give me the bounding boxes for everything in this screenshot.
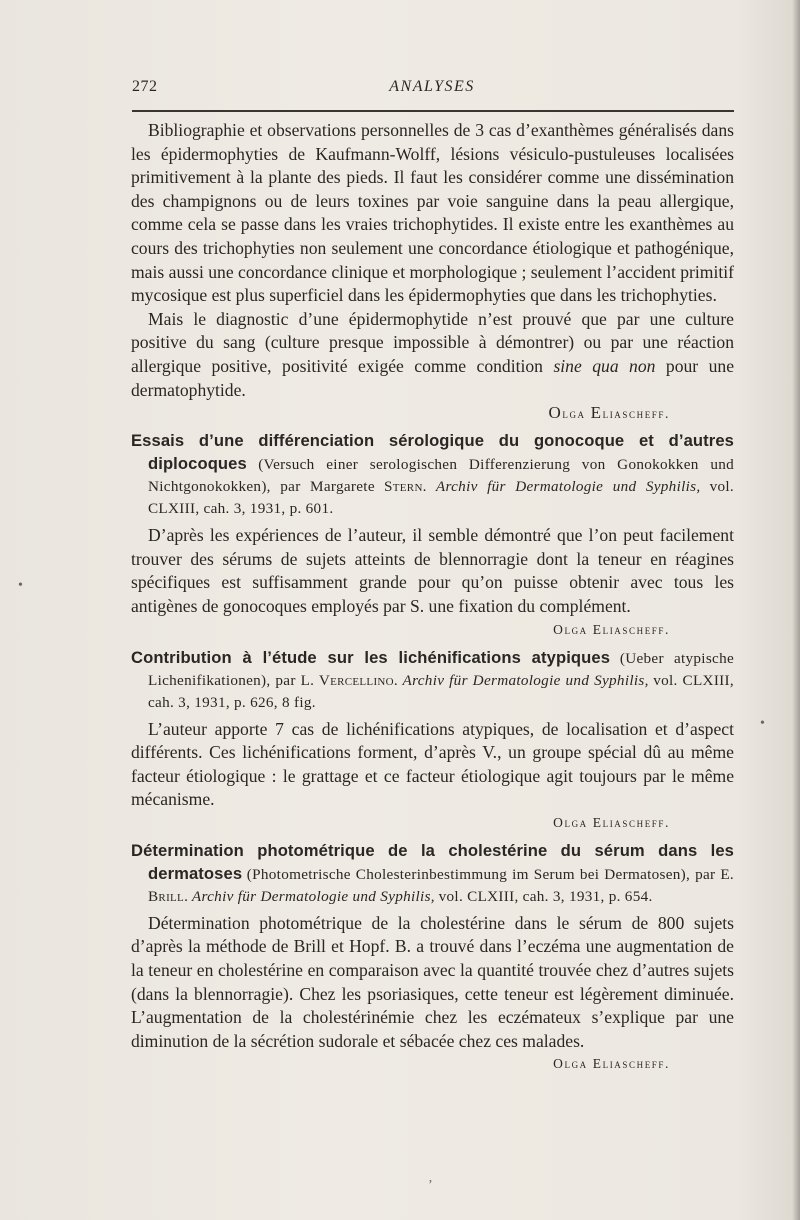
intro-paragraph-2-end: pour une dermatophytide. <box>131 355 735 400</box>
intro-paragraph-1: Bibliographie et observations personnelles de 3 cas d’exanthèmes généralisés dans les épidermophyties de Kaufmann-Wolff, lésions vésiculo-pustuleuses localisées primitivement à la plante des pieds. Il faut les considérer comme une dissémination des champignons ou de leurs toxines par voie sanguine dans la peau allergique, comme cela se passe dans les vraies trichophytides. Il existe entre les exanthèmes au cours des trichophyties non seulement une concordance étiologique et pathogénique, mais aussi une concordance clinique et morphologique ; seulement l’accident primitif mycosique est plus superficiel dans les épidermophyties que dans les trichophyties. <box>131 120 734 306</box>
entry-1-source: (Versuch einer serologischen Differenzierung von Gonokokken und Nichtgonokokken), par Margarete <box>148 456 735 496</box>
entry-2-source: (Ueber atypische Lichenifikationen), par L. <box>148 649 735 689</box>
entry-2-journal: Archiv für Dermatologie und Syphilis, <box>402 671 649 689</box>
entry-3 <box>131 840 734 1079</box>
intro-signature: Olga Eliascheff. <box>548 403 670 423</box>
intro-paragraph-2-start: Mais le diagnostic d’une épidermophytide n’est prouvé que par une culture positive du sang (culture presque impossible à démontrer) ou par une réaction allergique positive, positivité exigée comme condition <box>131 308 734 376</box>
running-title: ANALYSES <box>389 78 475 95</box>
entry-3-source: (Photometrische Cholesterinbestimmung im Serum bei Dermatosen), par E. <box>246 865 735 883</box>
entry-1-body: D’après les expériences de l’auteur, il semble démontré que l’on peut facilement trouver des sérums de sujets atteints de blennorragie dont la teneur en réagines spécifiques est suffisamment grande pour qu’on puisse obtenir avec tous les antigènes de gonocoques employés par S. une fixation du complément. <box>131 525 734 616</box>
entry-2-citation: vol. CLXIII, cah. 3, 1931, p. 626, 8 fig. <box>148 671 734 711</box>
entry-1-citation: vol. CLXIII, cah. 3, 1931, p. 601. <box>148 478 734 518</box>
intro-paragraph-2 <box>131 308 734 402</box>
entry-2-heading <box>131 647 734 714</box>
margin-speck: • <box>760 716 765 731</box>
margin-speck: ʼ <box>428 1178 433 1193</box>
entry-3-citation: vol. CLXIII, cah. 3, 1931, p. 654. <box>438 887 653 905</box>
entry-3-journal: Archiv für Dermatologie und Syphilis, <box>191 887 435 905</box>
entry-1-journal: Archiv für Dermatologie und Syphilis, <box>435 478 701 496</box>
entry-3-body: Détermination photométrique de la cholestérine dans le sérum de 800 sujets d’après la méthode de Brill et Hopf. B. a trouvé dans l’eczéma une augmentation de la teneur en cholestérine en comparaison avec la quantité trouvée chez d’autres sujets (dans la blennorragie). Chez les psoriasiques, cette teneur est légèrement diminuée. L’augmentation de la cholestérinémie chez les eczémateux s’explique par une diminution de la sécrétion sudorale et sébacée chez ces malades. <box>131 912 734 1051</box>
entry-2-title: Contribution à l’étude sur les lichénifications atypiques <box>131 647 611 667</box>
entry-1-author: Stern. <box>384 478 427 496</box>
entry-2-author: Vercellino. <box>318 671 398 689</box>
margin-speck: • <box>18 578 23 593</box>
page-edge-shadow <box>792 0 800 1220</box>
entry-1 <box>131 430 734 643</box>
entry-1-signature: Olga Eliascheff. <box>553 621 670 637</box>
entry-1-title: Essais d’une différenciation sérologique du gonocoque et d’autres diplocoques <box>131 431 734 474</box>
header-rule <box>132 110 734 112</box>
entry-2-signature: Olga Eliascheff. <box>553 814 670 830</box>
entry-3-title: Détermination photométrique de la cholestérine du sérum dans les dermatoses <box>131 840 734 883</box>
entry-3-heading <box>131 840 734 908</box>
intro-paragraph-2-italic: sine qua non <box>553 355 656 376</box>
entry-3-author: Brill. <box>148 887 189 905</box>
page-header <box>132 78 732 104</box>
entry-3-signature: Olga Eliascheff. <box>553 1056 670 1072</box>
entry-2 <box>131 647 734 837</box>
page-number: 272 <box>132 78 158 95</box>
entry-2-body: L’auteur apporte 7 cas de lichénifications atypiques, de localisation et d’aspect différents. Ces lichénifications forment, d’après V., un groupe spécial dû au même facteur étiologique : le grattage et ce facteur étiologique agit toujours par le même mécanisme. <box>131 718 734 810</box>
article-column <box>131 119 734 1078</box>
entry-1-heading <box>131 430 734 520</box>
